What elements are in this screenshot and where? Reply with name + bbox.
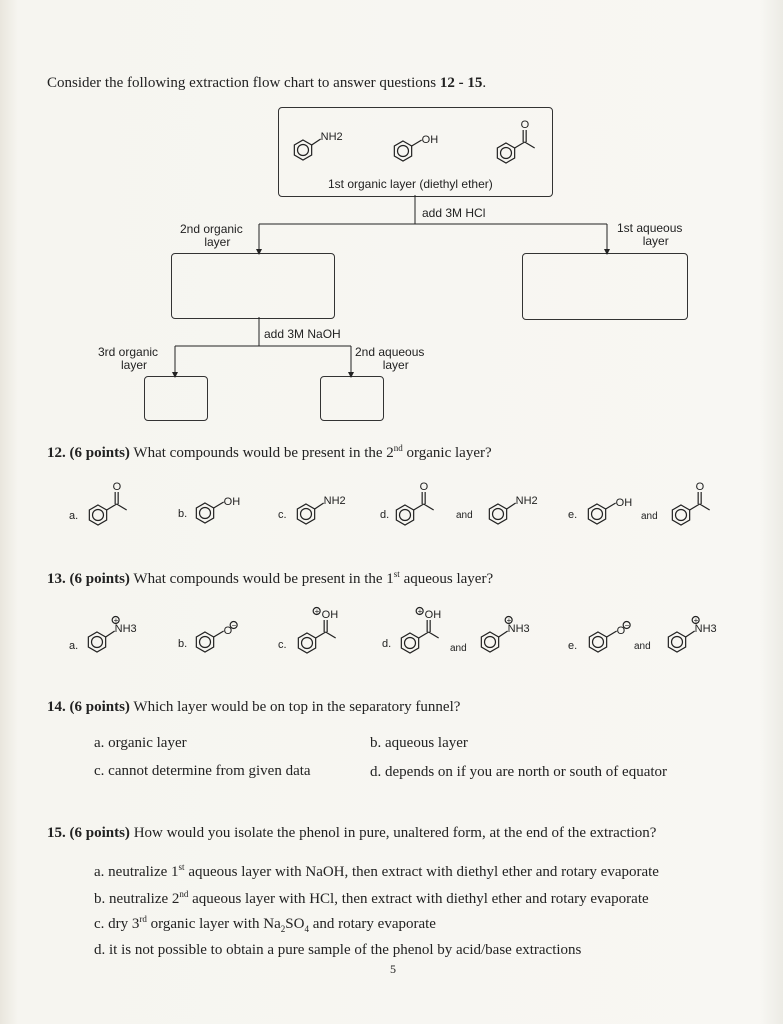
svg-text:OH: OH (424, 609, 442, 621)
q14-option-d[interactable]: d. depends on if you are north or south of equator (370, 764, 668, 780)
svg-text:+: + (113, 616, 119, 625)
question-14: 14. (6 points) Which layer would be on top in the separatory funnel? (47, 699, 461, 715)
q13-option-b[interactable]: b. (178, 638, 188, 650)
q13-c-protonated-ketone (298, 607, 338, 653)
first-aqueous-label: 1st aqueous layer (617, 221, 683, 248)
q15-option-c[interactable]: c. dry 3rd organic layer with $Na_2SO_4$ and rotary evaporate (94, 914, 436, 934)
q13-d-anilinium (481, 616, 529, 652)
q12-a-acetophenone (89, 481, 126, 525)
q13-and-e: and (634, 641, 651, 652)
svg-text:O: O (112, 481, 122, 493)
q12-e-acetophenone (672, 481, 709, 525)
svg-text:+: + (417, 607, 423, 616)
svg-text:−: − (624, 621, 630, 630)
q12-b-phenol (196, 496, 240, 523)
q12-e-phenol (588, 497, 632, 524)
q12-option-d[interactable]: d. (380, 509, 390, 521)
question-15: 15. (6 points) How would you isolate the phenol in pure, unaltered form, at the end of the extraction? (47, 825, 657, 841)
svg-text:OH: OH (421, 134, 439, 146)
svg-text:OH: OH (615, 497, 633, 509)
phenol-structure (394, 134, 438, 161)
svg-text:O: O (419, 481, 429, 493)
svg-text:NH3: NH3 (507, 623, 530, 635)
q13-option-a[interactable]: a. (69, 640, 79, 652)
q12-c-aniline (297, 495, 345, 524)
acetophenone-structure (497, 119, 534, 163)
svg-text:O: O (520, 119, 530, 131)
svg-text:NH2: NH2 (320, 131, 343, 143)
second-aqueous-label: 2nd aqueous layer (355, 345, 425, 372)
page-number: 5 (390, 962, 396, 976)
svg-text:−: − (231, 621, 237, 630)
q13-option-d[interactable]: d. (382, 638, 392, 650)
q12-option-a[interactable]: a. (69, 510, 79, 522)
q13-e-anilinium (668, 616, 716, 652)
q13-b-phenoxide (196, 621, 237, 652)
svg-text:NH3: NH3 (694, 623, 717, 635)
question-12: 12. (6 points) What compounds would be present in the 2nd organic layer? (47, 443, 492, 461)
svg-text:OH: OH (321, 609, 339, 621)
third-organic-label: 3rd organic layer (98, 345, 159, 372)
q13-d-protonated-ketone (401, 607, 441, 653)
q12-option-c[interactable]: c. (278, 509, 287, 521)
q13-e-phenoxide (589, 621, 630, 652)
svg-text:NH2: NH2 (515, 495, 538, 507)
q12-d-aniline (489, 495, 537, 524)
q15-option-b[interactable]: b. neutralize 2nd aqueous layer with HCl, then extract with diethyl ether and rotary evaporate (94, 889, 649, 907)
q12-d-acetophenone (396, 481, 433, 525)
q12-and-d: and (456, 510, 473, 521)
svg-text:NH3: NH3 (114, 623, 137, 635)
q12-option-e[interactable]: e. (568, 509, 578, 521)
intro-text: Consider the following extraction flow chart to answer questions 12 - 15. (47, 75, 487, 91)
q14-option-c[interactable]: c. cannot determine from given data (94, 763, 311, 779)
svg-text:+: + (314, 607, 320, 616)
svg-text:OH: OH (223, 496, 241, 508)
q13-option-c[interactable]: c. (278, 639, 287, 651)
svg-text:O: O (223, 625, 233, 637)
question-13: 13. (6 points) What compounds would be present in the 1st aqueous layer? (47, 569, 494, 587)
q15-option-d[interactable]: d. it is not possible to obtain a pure sample of the phenol by acid/base extractions (94, 942, 582, 958)
q13-option-e[interactable]: e. (568, 640, 578, 652)
second-organic-label: 2nd organic layer (180, 222, 243, 249)
q13-a-anilinium (88, 616, 136, 652)
step-add-naoh: add 3M NaOH (264, 327, 341, 341)
q14-option-b[interactable]: b. aqueous layer (370, 735, 468, 751)
aniline-structure (294, 131, 342, 160)
q15-option-a[interactable]: a. neutralize 1st aqueous layer with NaOH, then extract with diethyl ether and rotary evaporate (94, 862, 659, 880)
svg-text:O: O (616, 625, 626, 637)
svg-text:+: + (506, 616, 512, 625)
q12-option-b[interactable]: b. (178, 508, 188, 520)
svg-text:NH2: NH2 (323, 495, 346, 507)
first-organic-layer-label: 1st organic layer (diethyl ether) (328, 177, 493, 191)
q12-and-e: and (641, 511, 658, 522)
q14-option-a[interactable]: a. organic layer (94, 735, 187, 751)
q13-and-d: and (450, 643, 467, 654)
svg-text:O: O (695, 481, 705, 493)
svg-text:+: + (693, 616, 699, 625)
step-add-hcl: add 3M HCl (422, 206, 486, 220)
